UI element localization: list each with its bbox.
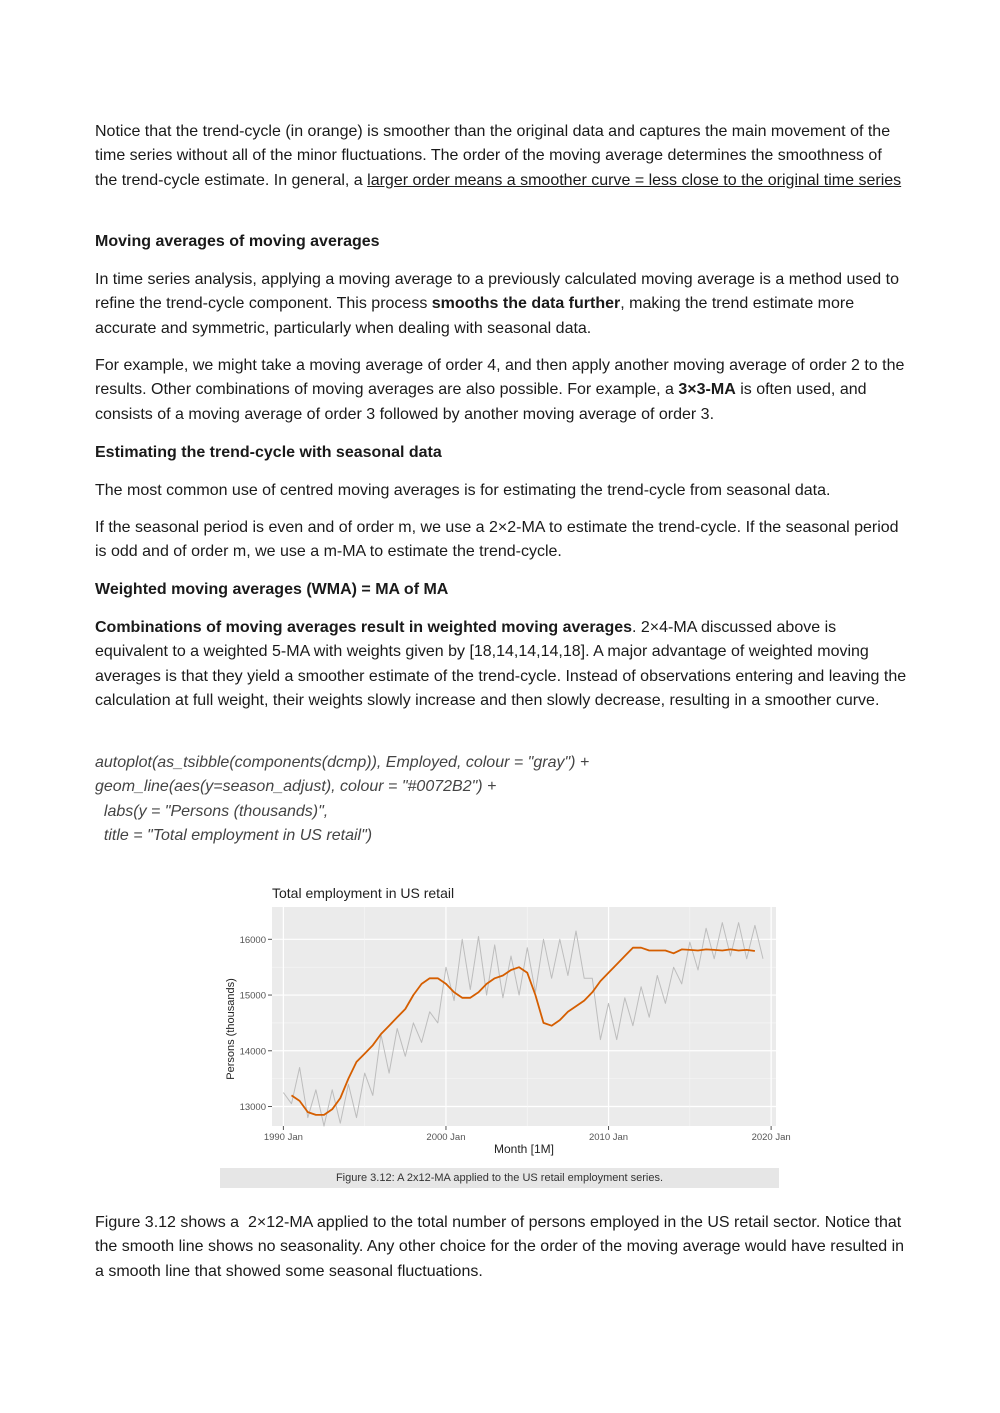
y-tick-label: 15000 — [239, 990, 266, 1002]
code-line: labs(y = "Persons (thousands)", — [95, 802, 329, 820]
paragraph-combinations-result — [95, 616, 907, 713]
paragraph-text: Figure 3.12 shows a 2×12-MA applied to the total number of persons employed in the US retail sector. Notice that the smooth line shows no seasonality. Any other choice for the order of the moving average would have resulted in a smooth line that showed some seasonal fluctuations. — [95, 1214, 909, 1280]
paragraph-text: If the seasonal period is even and of order m, we use a 2×2-MA to estimate the trend-cycle. If the seasonal period is odd and of order m, we use a m-MA to estimate the trend-cycle. — [95, 519, 899, 561]
bold-text: Combinations of moving averages result in weighted moving averages — [95, 619, 633, 636]
y-tick-label: 16000 — [239, 934, 266, 946]
paragraph-figure-discussion — [95, 1211, 907, 1284]
underlined-text: larger order means a smoother curve = less close to the original time series — [367, 171, 902, 189]
y-axis-ticks — [240, 935, 272, 1113]
y-tick-label: 14000 — [239, 1046, 266, 1058]
x-axis-label: Month [1M] — [493, 1142, 555, 1156]
paragraph-time-series-analysis — [95, 268, 907, 341]
section-heading: Moving averages of moving averages — [95, 233, 380, 250]
paragraph-centred-moving-averages — [95, 479, 907, 503]
code-block — [95, 751, 907, 848]
x-tick-label: 2000 Jan — [426, 1132, 466, 1143]
x-tick-label: 2010 Jan — [588, 1132, 629, 1143]
y-tick-label: 13000 — [239, 1101, 266, 1113]
code-line: title = "Total employment in US retail") — [95, 826, 373, 844]
x-tick-label: 2020 Jan — [751, 1132, 791, 1143]
x-tick-label: 1990 Jan — [263, 1132, 303, 1143]
figure-caption: Figure 3.12: A 2x12-MA applied to the US retail employment series. — [220, 1168, 779, 1188]
paragraph-text: Notice that the trend-cycle (in orange) is smoother than the original data and captures the main movement of the time series without all of the minor fluctuations. The order of the moving average determines the smoothness of the trend-cycle estimate. In general, a — [95, 123, 891, 189]
paragraph-example-combinations — [95, 354, 907, 427]
y-axis-label: Persons (thousands) — [225, 978, 237, 1080]
x-axis-ticks — [264, 1126, 791, 1143]
bold-text: smooths the data further — [431, 295, 621, 313]
code-line: geom_line(aes(y=season_adjust), colour = "#0072B2") + — [95, 778, 497, 796]
chart-title: Total employment in US retail — [272, 885, 455, 901]
paragraph-text: The most common use of centred moving averages is for estimating the trend-cycle from seasonal data. — [95, 482, 831, 499]
code-line: autoplot(as_tsibble(components(dcmp)), Employed, colour = "gray") + — [95, 754, 590, 771]
bold-text: 3×3-MA — [678, 381, 736, 399]
heading-weighted-moving-averages — [95, 578, 907, 602]
section-heading: Weighted moving averages (WMA) = MA of MA — [95, 581, 449, 598]
paragraph-text: , making the trend estimate more accurate and symmetric, particularly when dealing with seasonal data. — [95, 295, 855, 337]
section-heading: Estimating the trend-cycle with seasonal data — [95, 444, 442, 461]
figure-3-12 — [220, 878, 791, 1190]
paragraph-trend-cycle-notice — [95, 120, 907, 193]
paragraph-text: is often used, and consists of a moving average of order 3 followed by another moving average of order 3. — [95, 381, 867, 423]
paragraph-seasonal-period — [95, 516, 907, 565]
paragraph-text: For example, we might take a moving average of order 4, and then apply another moving average of order 2 to the results. Other combinations of moving averages are also possible. For example, a — [95, 357, 905, 399]
heading-moving-averages-of-moving-averages — [95, 230, 907, 254]
heading-estimating-trend-cycle — [95, 441, 907, 465]
employment-chart — [220, 878, 791, 1168]
paragraph-text: . 2×4-MA discussed above is equivalent to a weighted 5-MA with weights given by [18,14,14,14,18]. A major advantage of weighted moving averages is that they yield a smoother estimate of the trend-cycle. Instead of observations entering and leaving the calculation at full weight, their weights slowly increase and then slowly decrease, resulting in a smoother curve. — [95, 619, 907, 709]
paragraph-text: In time series analysis, applying a moving average to a previously calculated moving average is a method used to refine the trend-cycle component. This process — [95, 271, 899, 313]
